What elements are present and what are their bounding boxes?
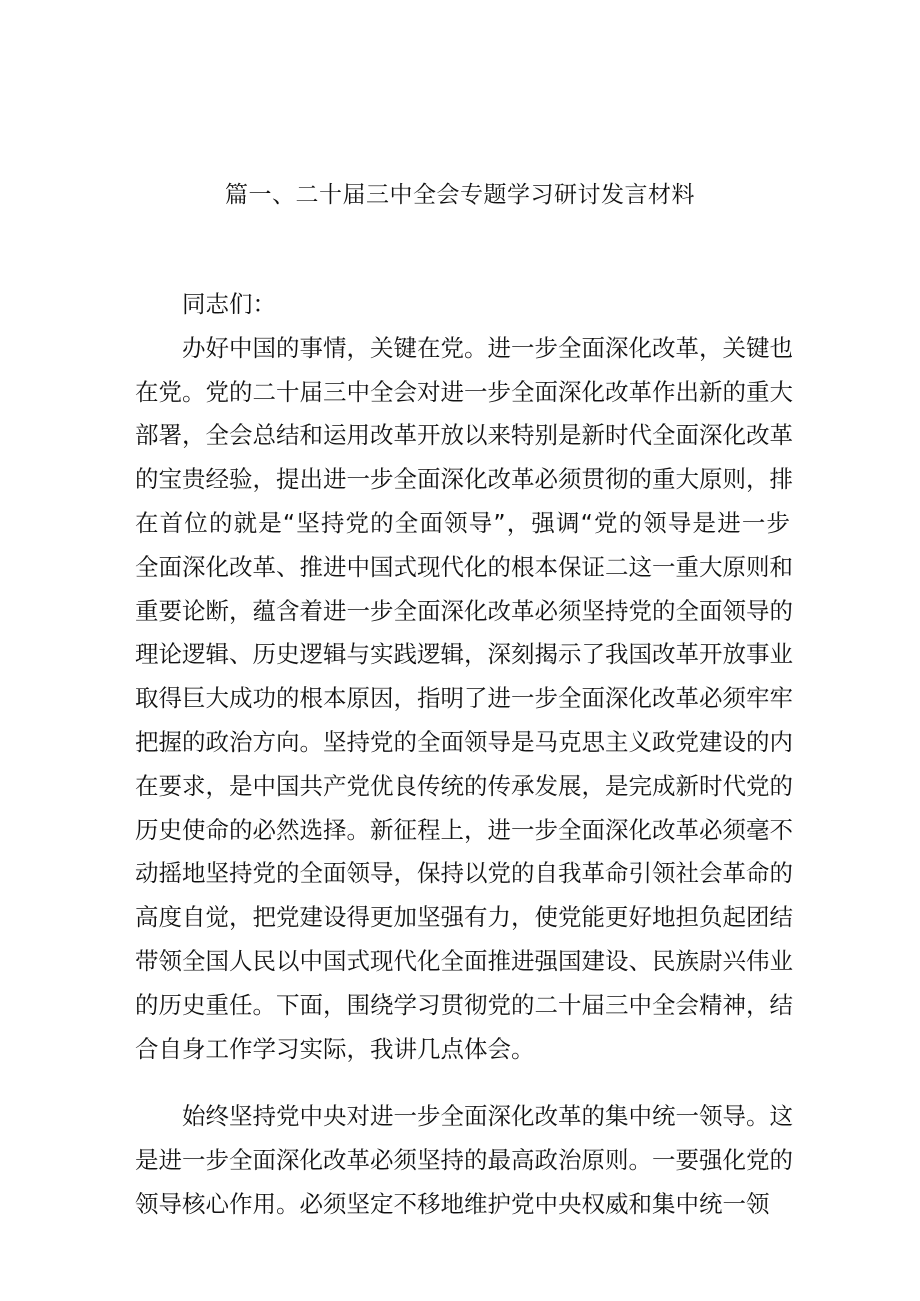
paragraph-line: 在要求，是中国共产党优良传统的传承发展，是完成新时代党的 <box>135 771 793 800</box>
paragraph-line: 把握的政治方向。坚持党的全面领导是马克思主义政党建设的内 <box>135 727 793 756</box>
paragraph-2 <box>135 1095 793 1226</box>
paragraph-line: 办好中国的事情，关键在党。进一步全面深化改革，关键也 <box>182 333 793 362</box>
paragraph-line: 合自身工作学习实际，我讲几点体会。 <box>135 1034 535 1063</box>
paragraph-line: 领导核心作用。必须坚定不移地维护党中央权威和集中统一领 <box>135 1189 770 1218</box>
paragraph-line: 的宝贵经验，提出进一步全面深化改革必须贯彻的重大原则，排 <box>135 465 793 494</box>
paragraph-line: 在党。党的二十届三中全会对进一步全面深化改革作出新的重大 <box>135 377 793 406</box>
document-title: 篇一、二十届三中全会专题学习研讨发言材料 <box>225 182 695 208</box>
paragraph-line: 部署，全会总结和运用改革开放以来特别是新时代全面深化改革 <box>135 421 793 450</box>
paragraph-line: 的历史重任。下面，围绕学习贯彻党的二十届三中全会精神，结 <box>135 990 793 1019</box>
paragraph-line: 重要论断，蕴含着进一步全面深化改革必须坚持党的全面领导的 <box>135 596 793 625</box>
paragraph-line: 理论逻辑、历史逻辑与实践逻辑，深刻揭示了我国改革开放事业 <box>135 640 793 669</box>
paragraph-gap <box>135 1071 790 1095</box>
paragraph-line: 是进一步全面深化改革必须坚持的最高政治原则。一要强化党的 <box>135 1146 793 1175</box>
paragraph-line: 全面深化改革、推进中国式现代化的根本保证二这一重大原则和 <box>135 552 793 581</box>
paragraph-line: 取得巨大成功的根本原因，指明了进一步全面深化改革必须牢牢 <box>135 684 793 713</box>
paragraph-line: 在首位的就是“坚持党的全面领导”，强调“党的领导是进一步 <box>135 508 790 537</box>
paragraph-line: 动摇地坚持党的全面领导，保持以党的自我革命引领社会革命的 <box>135 859 793 888</box>
paragraph-line: 历史使命的必然选择。新征程上，进一步全面深化改革必须毫不 <box>135 815 793 844</box>
paragraph-1 <box>135 327 793 1072</box>
salutation: 同志们： <box>182 290 276 318</box>
document-body <box>135 283 793 1227</box>
paragraph-line: 高度自觉，把党建设得更加坚强有力，使党能更好地担负起团结 <box>135 903 793 932</box>
paragraph-line: 始终坚持党中央对进一步全面深化改革的集中统一领导。这 <box>182 1102 793 1131</box>
paragraph-line: 带领全国人民以中国式现代化全面推进强国建设、民族尉兴伟业 <box>135 946 793 975</box>
